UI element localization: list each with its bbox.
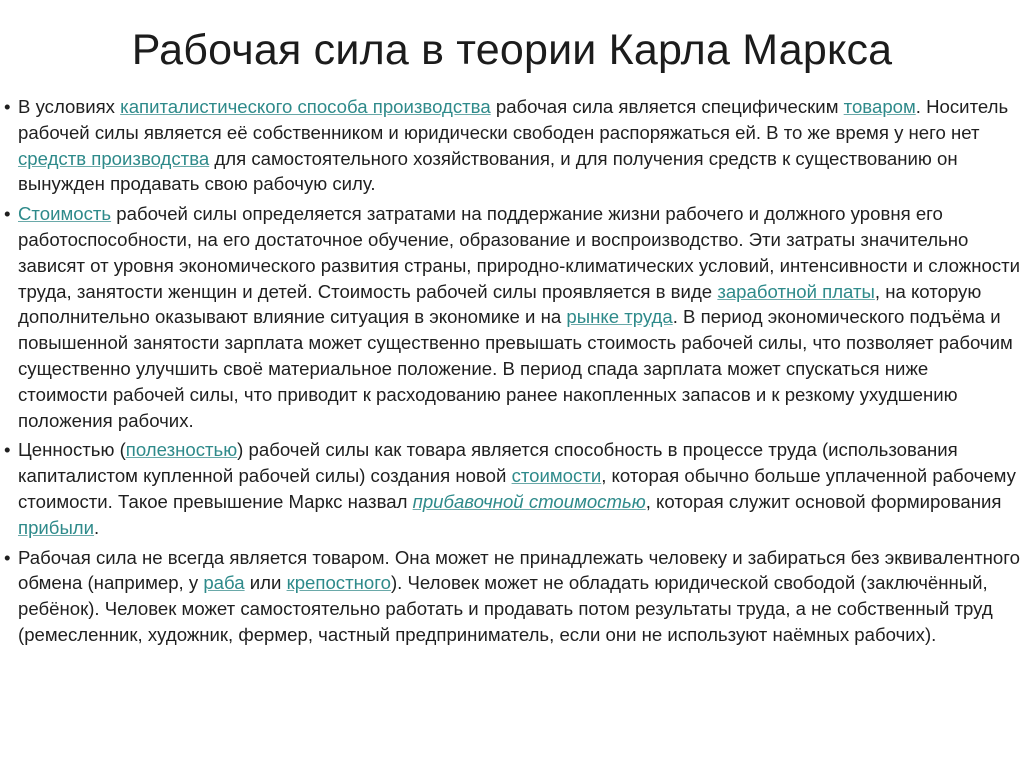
bullet-icon: • (4, 203, 11, 225)
link-labor-market[interactable]: рынке труда (566, 306, 673, 328)
text: или (244, 572, 287, 594)
text: , которая обычно больше уплаченной рабочему стоимости. Такое превышение Маркс назвал (18, 465, 1016, 512)
link-surplus-value[interactable]: прибавочной стоимостью (412, 490, 646, 512)
text: для самостоятельного хозяйствования, и для получения средств к существованию он вынужден продавать свою рабочую силу. (18, 147, 958, 195)
slide-title: Рабочая сила в теории Карла Маркса (131, 26, 893, 74)
paragraph-use-value (4, 437, 1022, 540)
paragraph-not-always-commodity (4, 545, 1022, 648)
text: ). Человек может не обладать юридической свободой (заключённый, ребёнок). Человек может самостоятельно работать и продавать потом результаты труда, а не собственный труд (ремесленник, художник, фермер, частный предприниматель, если они не используют наёмных рабочих). (18, 572, 993, 645)
text: . В период экономического подъёма и повышенной занятости зарплата может существенно превышать стоимость рабочей силы, что позволяет рабочим существенно улучшить своё материальное положение. В период спада зарплата может спускаться ниже стоимости рабочей силы, что приводит к расходованию ранее накопленных запасов и к резкому ухудшению положения рабочих. (18, 306, 1013, 431)
text: , на которую дополнительно оказывают влияние ситуация в экономике и на (18, 280, 982, 328)
text: В условиях (18, 96, 121, 117)
bullet-icon: • (4, 96, 11, 117)
link-capitalist-mode[interactable]: капиталистического способа производства (120, 96, 491, 117)
bullet-icon: • (4, 439, 11, 461)
link-serf[interactable]: крепостного (286, 572, 391, 594)
text: ) рабочей силы как товара является способность в процессе труда (использования капиталистом купленной рабочей силы) создания новой (18, 439, 958, 487)
link-wages[interactable]: заработной платы (717, 280, 875, 302)
paragraph-labor-value (4, 201, 1022, 433)
link-utility[interactable]: полезностью (125, 439, 238, 461)
slide-content (4, 94, 1022, 652)
link-means-of-production[interactable]: средств производства (18, 147, 210, 169)
bullet-icon: • (4, 546, 11, 568)
text: рабочей силы определяется затратами на поддержание жизни рабочего и должного уровня его работоспособности, на его достаточное обучение, образование и воспроизводство. Эти затраты значительно зависят от уровня экономического развития страны, природно-климатических условий, интенсивности и сложности труда, занятости женщин и детей. Стоимость рабочей силы проявляется в виде (18, 203, 1021, 302)
link-cost[interactable]: стоимости (511, 465, 602, 487)
link-value[interactable]: Стоимость (18, 203, 112, 225)
text: . Носитель рабочей силы является её собственником и юридически свободен распоряжаться ей. В то же время у него нет (18, 96, 1009, 143)
text: рабочая сила является специфическим (490, 96, 844, 117)
text: Ценностью ( (18, 439, 126, 461)
text: , которая служит основой формирования (645, 490, 1002, 512)
text: . (94, 516, 100, 538)
link-profit[interactable]: прибыли (18, 516, 95, 538)
paragraph-labor-as-commodity (4, 94, 1022, 197)
text: Рабочая сила не всегда является товаром. Она может не принадлежать человеку и забираться без эквивалентного обмена (например, у (18, 546, 1020, 594)
link-commodity[interactable]: товаром (843, 96, 916, 117)
link-slave[interactable]: раба (203, 572, 245, 594)
